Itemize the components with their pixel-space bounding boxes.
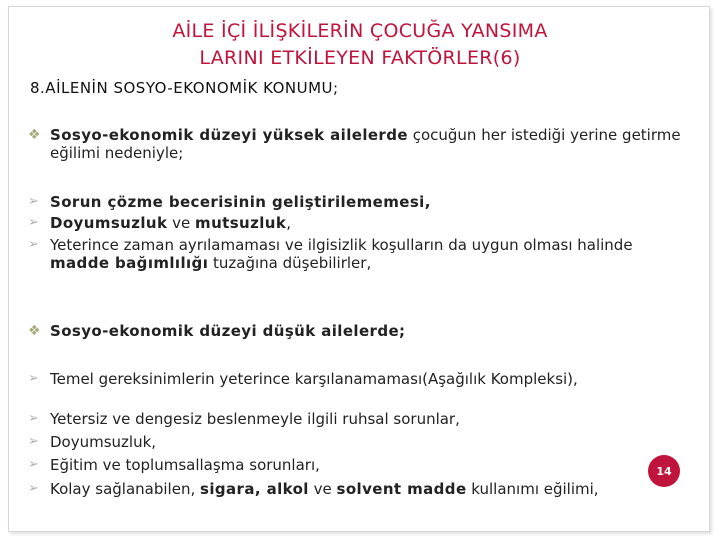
- item-text: kullanımı eğilimi,: [466, 480, 599, 498]
- item-text: Temel gereksinimlerin yeterince karşılanamaması(Aşağılık Kompleksi),: [50, 370, 578, 388]
- title-line-1: AİLE İÇİ İLİŞKİLERİN ÇOCUĞA YANSIMA: [172, 20, 548, 42]
- item-text: ve: [308, 480, 337, 498]
- item-bold-text: solvent madde: [336, 480, 467, 498]
- list-item: [28, 480, 638, 498]
- section-subheading: 8.AİLENİN SOSYO-EKONOMİK KONUMU;: [30, 79, 339, 97]
- arrow-bullet-icon: ➢: [28, 371, 39, 386]
- arrow-bullet-icon: ➢: [28, 237, 39, 252]
- diamond-bullet-icon: ❖: [28, 127, 41, 143]
- item-text: ,: [286, 214, 292, 232]
- slide-title: [60, 18, 660, 72]
- item-text: Doyumsuzluk,: [50, 433, 157, 451]
- item-text: çocuğun her istediği yerine getirme eğilimi nedeniyle;: [50, 126, 681, 162]
- arrow-bullet-icon: ➢: [28, 194, 39, 209]
- list-item: [28, 410, 688, 428]
- page-number-badge: 14: [648, 455, 680, 487]
- list-item: [28, 370, 688, 388]
- arrow-bullet-icon: ➢: [28, 481, 39, 496]
- item-bold-text: Sosyo-ekonomik düzeyi düşük ailelerde;: [50, 322, 406, 340]
- arrow-bullet-icon: ➢: [28, 411, 39, 426]
- item-bold-text: Sosyo-ekonomik düzeyi yüksek ailelerde: [50, 126, 408, 144]
- arrow-bullet-icon: ➢: [28, 434, 39, 449]
- item-bold-text: mutsuzluk: [195, 214, 287, 232]
- list-item-high-income: [28, 126, 688, 162]
- list-item: [28, 456, 688, 474]
- list-item: [28, 214, 688, 232]
- list-item: [28, 433, 688, 451]
- item-text: ve: [167, 214, 196, 232]
- item-text: tuzağına düşebilirler,: [208, 254, 372, 272]
- item-bold-text: Doyumsuzluk: [50, 214, 168, 232]
- item-text: Yetersiz ve dengesiz beslenmeyle ilgili ruhsal sorunlar,: [50, 410, 460, 428]
- item-text: Eğitim ve toplumsallaşma sorunları,: [50, 456, 320, 474]
- diamond-bullet-icon: ❖: [28, 323, 41, 339]
- item-bold-text: Sorun çözme becerisinin geliştirilememesi,: [50, 193, 431, 211]
- list-item-low-income: [28, 322, 688, 340]
- title-line-2: LARINI ETKİLEYEN FAKTÖRLER(6): [199, 47, 521, 69]
- item-bold-text: madde bağımlılığı: [50, 254, 209, 272]
- list-item: [28, 193, 688, 211]
- list-item: [28, 236, 688, 272]
- item-text: Kolay sağlanabilen,: [50, 480, 200, 498]
- arrow-bullet-icon: ➢: [28, 215, 39, 230]
- item-bold-text: sigara, alkol: [200, 480, 309, 498]
- arrow-bullet-icon: ➢: [28, 457, 39, 472]
- item-text: Yeterince zaman ayrılamaması ve ilgisizlik koşulların da uygun olması halinde: [50, 236, 633, 254]
